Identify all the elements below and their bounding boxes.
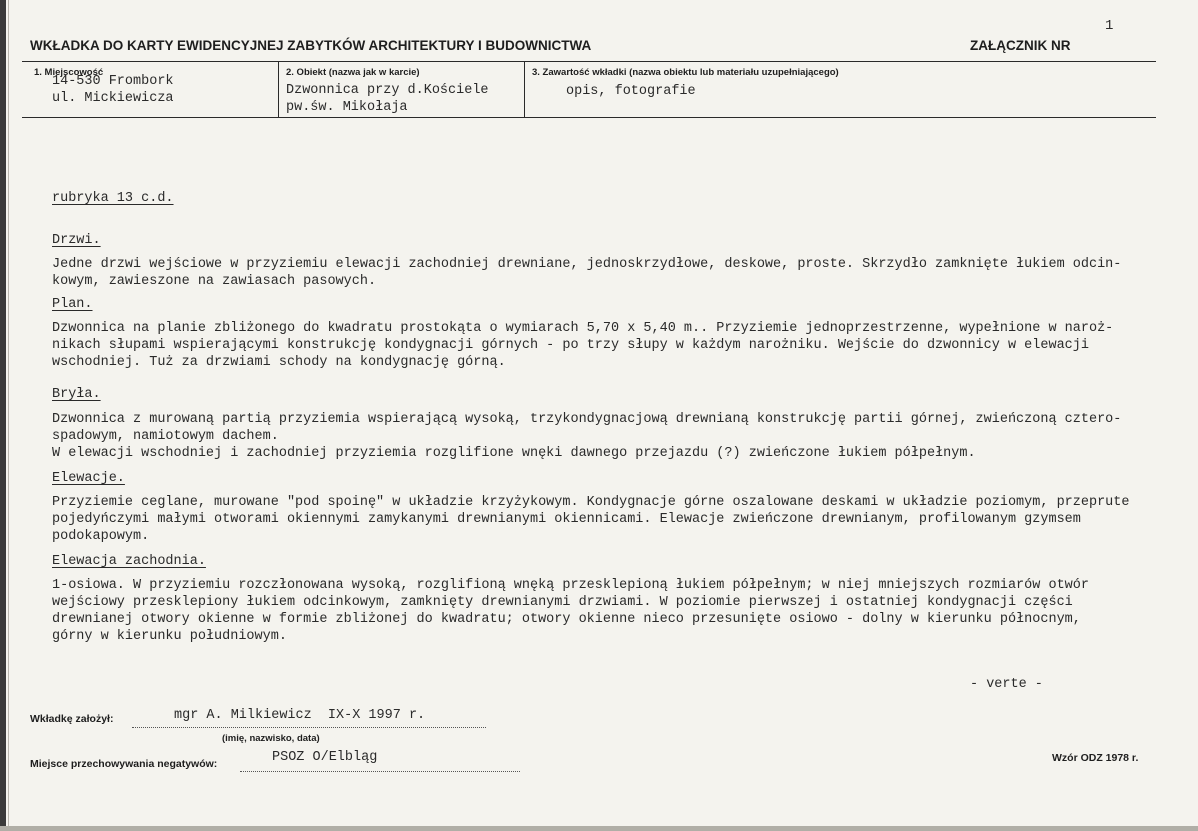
object-line1: Dzwonnica przy d.Kościele [286,83,489,98]
section-heading-elewacja-zachodnia: Elewacja zachodnia. [52,554,206,569]
header-top-rule [22,61,1156,62]
scan-bottom-edge [0,826,1198,831]
location-line2: ul. Mickiewicza [52,91,174,106]
field-divider-2 [524,62,525,117]
section-heading-bryla: Bryła. [52,387,101,402]
scan-left-edge-line [8,0,9,831]
author-value: mgr A. Milkiewicz IX-X 1997 r. [174,708,426,723]
storage-dotted-line [240,771,520,772]
object-line2: pw.św. Mikołaja [286,100,408,115]
section-heading-plan: Plan. [52,297,93,312]
section-heading-drzwi: Drzwi. [52,233,101,248]
author-hint: (imię, nazwisko, data) [222,733,320,744]
header-bottom-rule [22,117,1156,118]
contents-label: 3. Zawartość wkładki (nazwa obiektu lub materiału uzupełniającego) [532,67,839,78]
section-text-bryla: Dzwonnica z murowaną partią przyziemia wspierającą wysoką, trzykondygnacjową drewnianą konstrukcję partii górnej, zwieńczoną cztero- spadowym, namiotowym dachem. W elewacji wschodniej i zachodniej przyziemia rozglifione wnęki dawnego przejazdu (?) zwieńczone łukiem półpełnym. [52,412,1122,461]
section-text-elewacje: Przyziemie ceglane, murowane "pod spoinę" w układzie krzyżykowym. Kondygnacje górne oszalowane deskami w układzie poziomym, przeprute pojedyńczymi małymi otworami okiennymi zamykanymi drewnianymi okiennicami. Elewacje zwieńczone drewnianym, profilowanym gzymsem podokapowym. [52,495,1130,544]
page-number: 1 [1105,18,1114,34]
storage-value: PSOZ O/Elbląg [272,750,378,765]
verte-note: - verte - [970,677,1043,692]
author-dotted-line [132,727,486,728]
form-model: Wzór ODZ 1978 r. [1052,752,1139,764]
section-text-elewacja-zachodnia: 1-osiowa. W przyziemiu rozczłonowana wysoką, rozglifioną wnęką przesklepioną łukiem półpełnym; w niej mniejszych rozmiarów otwór wejściowy przesklepiony łukiem odcinkowym, zamknięty drewnianymi drzwiami. W poziomie pierwszej i ostatniej kondygnacji części drewnianej otwory okienne w formie zbliżonej do kwadratu; otwory okienne nieco przesunięte osiowo - dolny w kierunku północnym, górny w kierunku południowym. [52,578,1089,644]
storage-label: Miejsce przechowywania negatywów: [30,758,218,770]
location-label: 1. Miejscowość [34,67,104,78]
field-divider-1 [278,62,279,117]
location-line1: 14-530 Frombork [52,74,174,89]
contents-line1: opis, fotografie [566,84,696,99]
section-text-drzwi: Jedne drzwi wejściowe w przyziemiu elewacji zachodniej drewniane, jednoskrzydłowe, deskowe, proste. Skrzydło zamknięte łukiem odcin- kowym, zawieszone na zawiasach pasowych. [52,257,1122,289]
document-title: WKŁADKA DO KARTY EWIDENCYJNEJ ZABYTKÓW ARCHITEKTURY I BUDOWNICTWA [30,38,592,53]
section-heading-elewacje: Elewacje. [52,471,125,486]
author-label: Wkładkę założył: [30,713,114,725]
rubric-heading: rubryka 13 c.d. [52,191,174,206]
object-label: 2. Obiekt (nazwa jak w karcie) [286,67,420,78]
scan-left-edge [0,0,6,831]
attachment-label: ZAŁĄCZNIK NR [970,38,1071,53]
section-text-plan: Dzwonnica na planie zbliżonego do kwadratu prostokąta o wymiarach 5,70 x 5,40 m.. Przyziemie jednoprzestrzenne, wypełnione w naroż- nikach słupami wspierającymi konstrukcję kondygnacji górnych - po trzy słupy w każdym narożniku. Wejście do dzwonnicy w elewacji wschodniej. Tuż za drzwiami schody na kondygnację górną. [52,321,1114,370]
